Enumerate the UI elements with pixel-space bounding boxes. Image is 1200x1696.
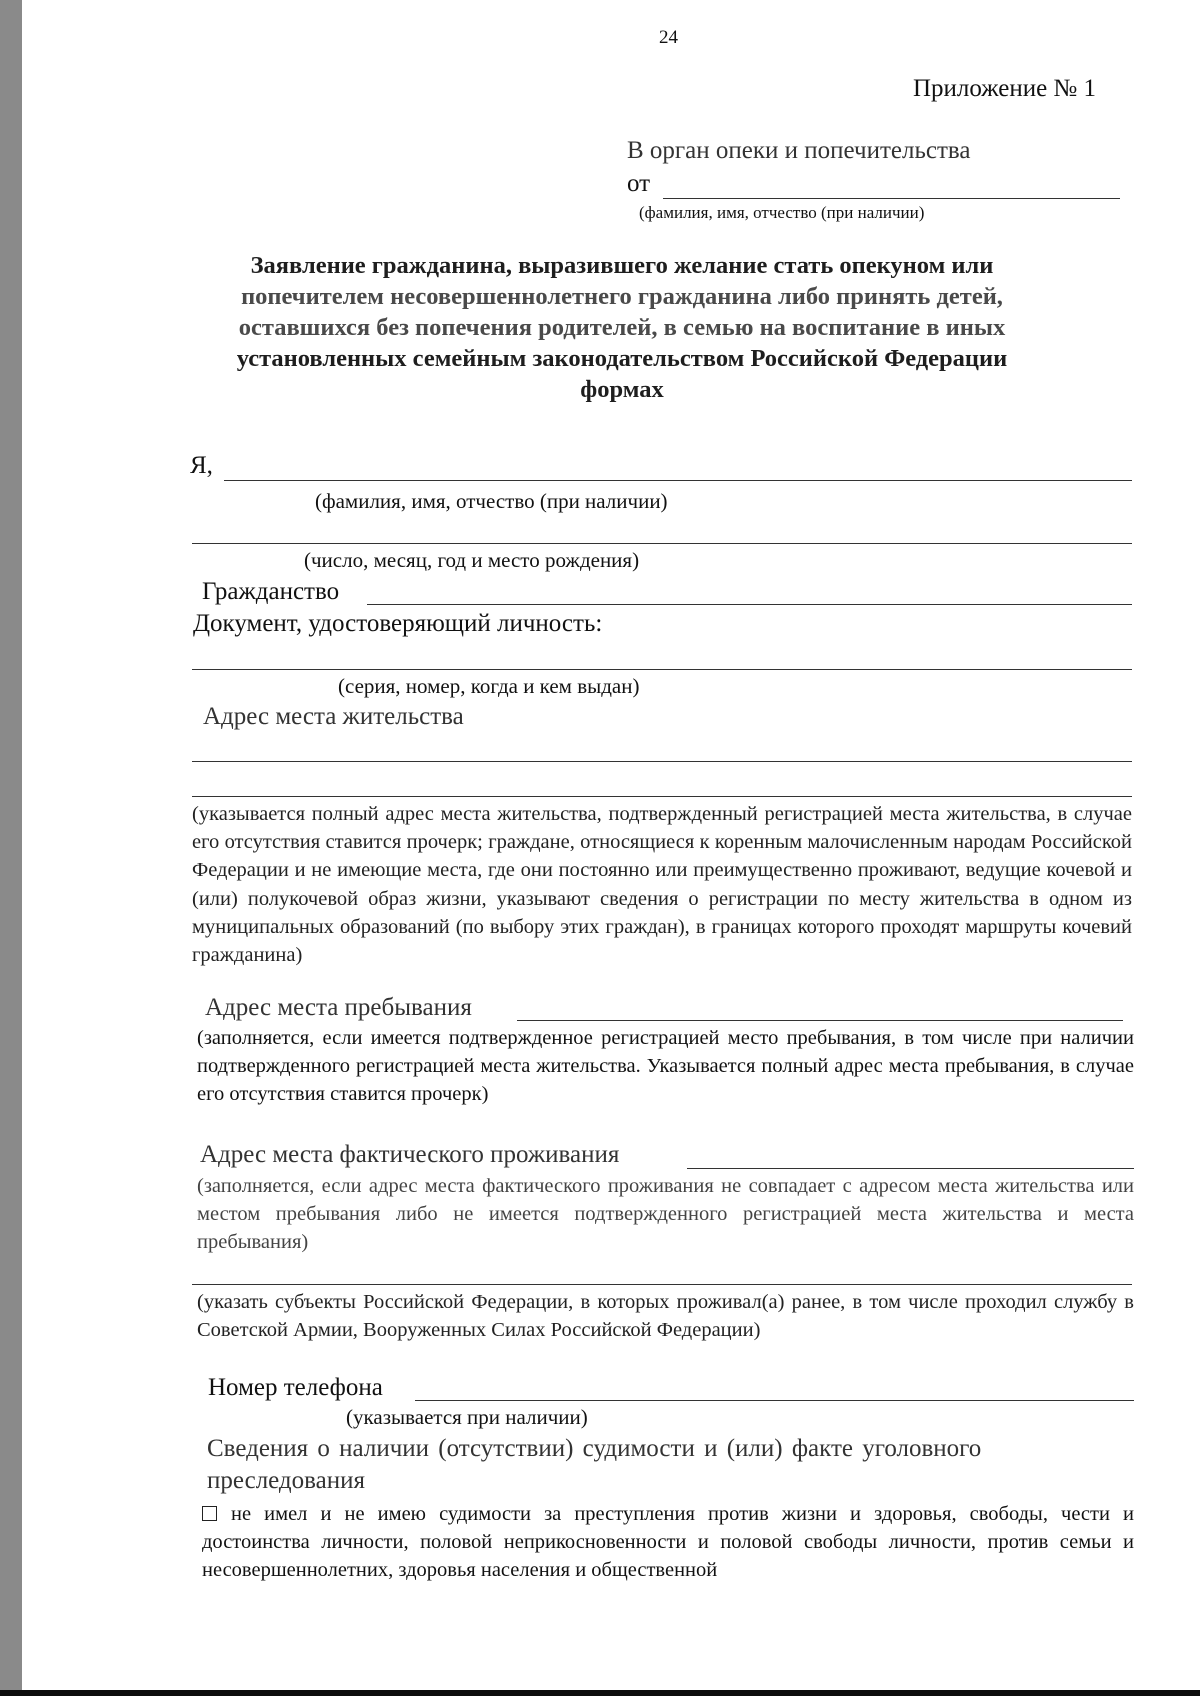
title-line-3: оставшихся без попечения родителей, в семью на воспитание в иных xyxy=(238,314,1006,341)
actual-residence-line[interactable] xyxy=(687,1168,1134,1169)
id-document-label: Документ, удостоверяющий личность: xyxy=(193,610,603,637)
document-page xyxy=(22,0,1200,1690)
stay-line[interactable] xyxy=(517,1020,1123,1021)
regions-line[interactable] xyxy=(192,1284,1132,1285)
residence-line-2[interactable] xyxy=(192,796,1132,797)
recipient-from-label: от xyxy=(627,170,651,197)
actual-residence-hint: (заполняется, если адрес места фактического проживания не совпадает с адресом места жительства или местом пребывания либо не имеется подтвержденного регистрацией места жительства и места пребывания) xyxy=(197,1175,1134,1254)
criminal-option-text: не имел и не имею судимости за преступления против жизни и здоровья, свободы, чести и достоинства личности, половой неприкосновенности и половой свободы личности, против семьи и несовершеннолетних, здоровья населения и общественной xyxy=(202,1503,1134,1581)
recipient-to: В орган опеки и попечительства xyxy=(627,137,971,164)
applicant-name-line[interactable] xyxy=(224,480,1132,481)
applicant-name-hint: (фамилия, имя, отчество (при наличии) xyxy=(315,489,668,513)
title-line-5: формах xyxy=(580,376,664,403)
recipient-from-hint: (фамилия, имя, отчество (при наличии) xyxy=(639,203,925,222)
applicant-i-label: Я, xyxy=(190,452,213,479)
recipient-from-line[interactable] xyxy=(663,198,1120,199)
page-number: 24 xyxy=(659,27,678,48)
phone-label: Номер телефона xyxy=(208,1374,383,1401)
title-line-1: Заявление гражданина, выразившего желание стать опекуном или xyxy=(250,252,994,279)
stay-label: Адрес места пребывания xyxy=(205,994,472,1021)
title-line-4: установленных семейным законодательством Российской Федерации xyxy=(236,345,1008,372)
citizenship-label: Гражданство xyxy=(202,578,340,605)
id-document-hint: (серия, номер, когда и кем выдан) xyxy=(338,674,640,698)
regions-hint: (указать субъекты Российской Федерации, в которых проживал(а) ранее, в том числе проходил службу в Советской Армии, Вооруженных Силах Российской Федерации) xyxy=(197,1291,1134,1342)
criminal-record-label xyxy=(207,1433,1137,1497)
birth-hint: (число, месяц, год и место рождения) xyxy=(304,548,640,572)
title-line-2: попечителем несовершеннолетнего гражданина либо принять детей, xyxy=(241,283,1003,310)
id-document-line[interactable] xyxy=(192,669,1132,670)
phone-line[interactable] xyxy=(415,1400,1134,1401)
actual-residence-label: Адрес места фактического проживания xyxy=(200,1141,620,1168)
stay-hint: (заполняется, если имеется подтвержденное регистрацией место пребывания, в том числе при наличии подтвержденного регистрацией места жительства. Указывается полный адрес места пребывания, в случае его отсутствия ставится прочерк) xyxy=(197,1027,1134,1106)
phone-hint: (указывается при наличии) xyxy=(346,1405,588,1429)
criminal-label-line-2: преследования xyxy=(207,1467,365,1494)
residence-label: Адрес места жительства xyxy=(203,703,464,730)
residence-hint: (указывается полный адрес места жительства, подтвержденный регистрацией места жительства, в случае его отсутствия ставится прочерк; граждане, относящиеся к коренным малочисленным народам Российской Федерации и не имеющие места, где они постоянно или преимущественно проживают, ведущие кочевой и (или) полукочевой образ жизни, указывают сведения о регистрации по месту жительства в одном из муниципальных образований (по выбору этих граждан), в границах которого проходят маршруты кочевий гражданина) xyxy=(192,803,1132,967)
residence-line-1[interactable] xyxy=(192,761,1132,762)
criminal-option xyxy=(202,1500,1134,1584)
criminal-label-line-1: Сведения о наличии (отсутствии) судимости и (или) факте уголовного xyxy=(207,1435,982,1462)
bottom-border xyxy=(0,1690,1200,1696)
checkbox-no-criminal-record[interactable] xyxy=(202,1506,217,1521)
citizenship-line[interactable] xyxy=(367,604,1132,605)
appendix-label: Приложение № 1 xyxy=(913,75,1097,102)
form-title xyxy=(202,250,1042,405)
birth-line[interactable] xyxy=(192,543,1132,544)
